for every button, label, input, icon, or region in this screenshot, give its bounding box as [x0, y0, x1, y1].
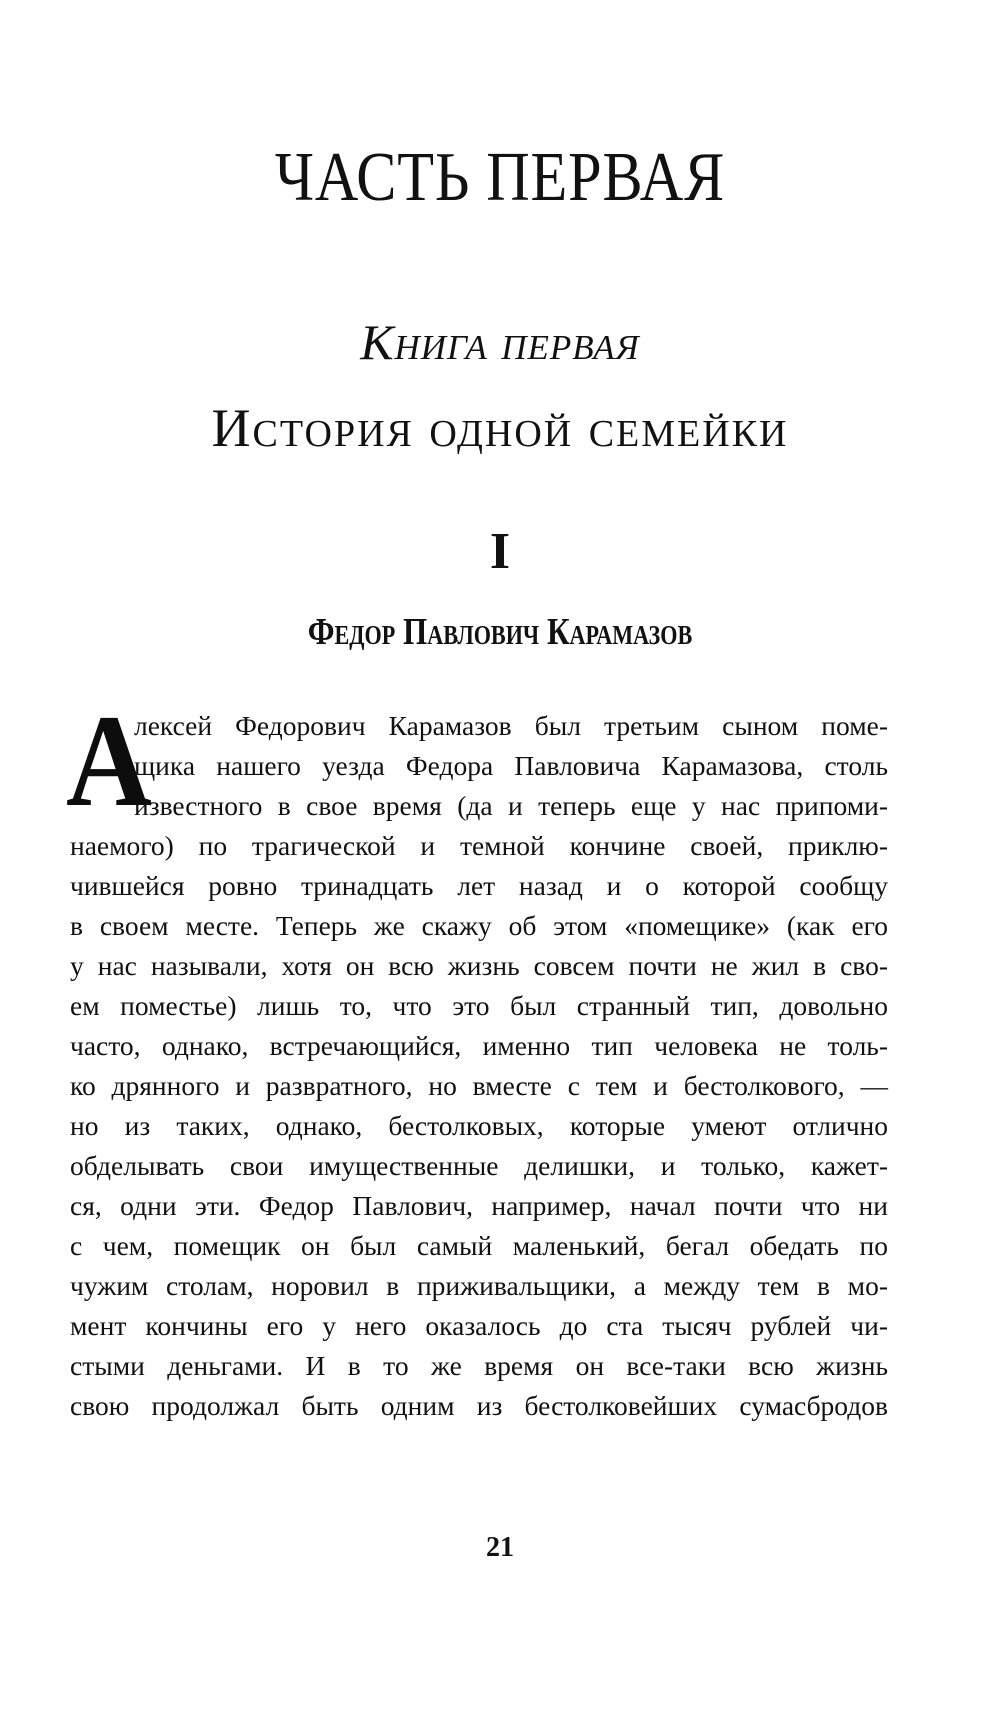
body-line: стыми деньгами. И в то же время он все-таки всю жизнь	[70, 1350, 888, 1381]
book-label: Книга первая	[360, 314, 640, 370]
drop-cap: А	[66, 687, 152, 834]
chapter-number: I	[489, 523, 511, 580]
part-title: ЧАСТЬ ПЕРВАЯ	[274, 139, 726, 216]
body-line: лексей Федорович Карамазов был третьим сыном поме-	[134, 710, 888, 741]
body-line: чившейся ровно тринадцать лет назад и о которой сообщу	[70, 870, 888, 901]
body-line: ко дрянного и развратного, но вместе с тем и бестолкового, —	[70, 1070, 888, 1101]
body-line: у нас называли, хотя он всю жизнь совсем почти не жил в сво-	[70, 950, 888, 981]
body-line: ся, одни эти. Федор Павлович, например, начал почти что ни	[70, 1190, 888, 1221]
body-line: обделывать свои имущественные делишки, и только, кажет-	[70, 1150, 888, 1181]
chapter-title: Федор Павлович Карамазов	[307, 611, 693, 653]
body-line: свою продолжал быть одним из бестолковейших сумасбродов	[70, 1390, 888, 1421]
body-line: наемого) по трагической и темной кончине своей, приклю-	[70, 830, 888, 861]
body-line: часто, однако, встречающийся, именно тип человека не толь-	[70, 1030, 888, 1061]
body-line: щика нашего уезда Федора Павловича Карамазова, столь	[134, 750, 888, 781]
body-line: известного в свое время (да и теперь еще у нас припоми-	[134, 790, 888, 821]
book-title: История одной семейки	[211, 398, 789, 458]
page-number: 21	[486, 1532, 514, 1563]
body-line: мент кончины его у него оказалось до ста тысяч рублей чи-	[70, 1310, 888, 1341]
body-line: с чем, помещик он был самый маленький, бегал обедать по	[70, 1230, 888, 1261]
body-line: чужим столам, норовил в приживальщики, а между тем в мо-	[70, 1270, 888, 1301]
body-line: но из таких, однако, бестолковых, которые умеют отлично	[70, 1110, 888, 1141]
body-line: в своем месте. Теперь же скажу об этом «помещике» (как его	[70, 910, 888, 941]
body-line: ем поместье) лишь то, что это был странный тип, довольно	[70, 990, 888, 1021]
